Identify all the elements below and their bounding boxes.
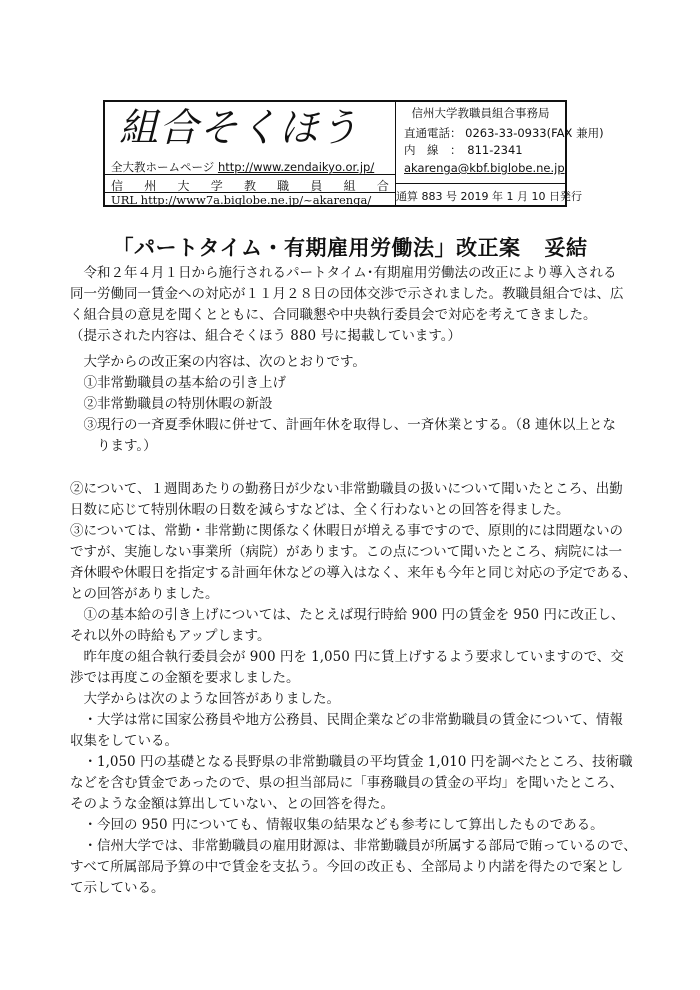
email-link[interactable]: akarenga@kbf.biglobe.ne.jp [404,161,565,175]
union-char: 信 [111,179,124,193]
text-line: それ以外の時給もアップします。 [70,628,271,644]
headline-tail: 妥結 [544,236,588,260]
text-line: ・大学は常に国家公務員や地方公務員、民間企業などの非常勤職員の賃金について、情報 [70,712,623,728]
paragraph-wage-discussion [70,605,650,899]
issue-info: 通算 883 号 2019 年 1 月 10 日発行 [396,190,582,203]
text-line: 渉では再度この金額を要求しました。 [70,670,300,686]
url-line [111,193,371,207]
text-line: （提示された内容は、組合そくほう 880 号に掲載しています。） [70,328,462,344]
union-char: 学 [210,179,223,193]
text-line: ですが、実施しない事業所（病院）があります。この点について聞いたところ、病院には一 [70,544,623,560]
list-item: ります。） [70,438,157,454]
text-line: 大学からの改正案の内容は、次のとおりです。 [70,354,366,370]
text-line: ①の基本給の引き上げについては、たとえば現行時給 900 円の賃金を 950 円に改正し、 [70,607,625,623]
union-char: 組 [343,179,356,193]
text-line: ・今回の 950 円についても、情報収集の結果なども参考にして算出したものである。 [70,817,604,833]
list-item: ②非常勤職員の特別休暇の新設 [70,396,273,412]
homepage-link[interactable]: http://www.zendaikyo.or.jp/ [217,160,375,174]
union-char: 員 [310,179,323,193]
text-line: すべて所属部局予算の中で賃金を支払う。今回の改正も、全部局より内諾を得たので案とし [70,859,624,875]
text-line: て示している。 [70,880,165,896]
text-line: 斉休暇や休暇日を指定する計画年休などの導入はなく、来年も今年と同じ対応の予定である、 [70,565,637,581]
paragraph-leave-discussion [70,479,650,605]
masthead-right [396,102,604,205]
headline-main: 「パートタイム・有期雇用労働法」改正案 [112,236,521,260]
union-char: 大 [177,179,190,193]
masthead-left [105,102,396,205]
url-label: URL [111,193,137,207]
masthead-box [103,100,604,207]
phone-number: 直通電話： 0263-33-0933(FAX 兼用) [404,126,604,140]
text-line: 同一労働同一賃金への対応が１１月２８日の団体交渉で示されました。教職員組合では、広 [70,286,624,302]
union-char: 職 [277,179,290,193]
paragraph-intro [70,263,650,347]
list-item: ①非常勤職員の基本給の引き上げ [70,375,286,391]
homepage-label: 全大教ホームページ [111,160,215,174]
union-char: 教 [243,179,256,193]
homepage-line [111,159,374,175]
masthead-rule [105,174,395,175]
text-line: などを含む賃金であったので、県の担当部局に「事務職員の賃金の平均」を聞いたところ、 [70,775,624,791]
text-line: 大学からは次のような回答がありました。 [70,691,340,707]
text-line: ③については、常勤・非常勤に関係なく休暇日が増える事ですので、原則的には問題ないの [70,523,623,539]
text-line: 令和２年４月１日から施行されるパートタイム･有期雇用労働法の改正により導入される [70,265,617,281]
text-line: ・信州大学では、非常勤職員の雇用財源は、非常勤職員が所属する部局で賄っているので、 [70,838,637,854]
union-char: 州 [144,179,157,193]
text-line: そのような金額は算出していない、との回答を得た。 [70,796,394,812]
text-line: 収集をしている。 [70,733,178,749]
paragraph-proposal-list [70,352,650,457]
union-site-link[interactable]: http://www7a.biglobe.ne.jp/~akarenga/ [140,193,372,207]
text-line: 日数に応じて特別休暇の日数を減らすなどは、全く行わないとの回答を得ました。 [70,502,570,518]
masthead-divider [396,183,565,184]
list-item: ③現行の一斉夏季休暇に併せて、計画年休を取得し、一斉休業とする。（8 連休以上とな [70,417,616,433]
text-line: ②について、１週間あたりの勤務日が少ない非常勤職員の扱いについて聞いたところ、出勤 [70,481,623,497]
text-line: く組合員の意見を聞くとともに、合同職懇や中央執行委員会で対応を考えてきました。 [70,307,597,323]
article-headline [0,232,700,262]
union-char: 合 [376,179,389,193]
office-name: 信州大学教職員組合事務局 [411,106,550,120]
text-line: との回答がありました。 [70,586,219,602]
newsletter-title: 組合そくほう [119,106,360,151]
text-line: 昨年度の組合執行委員会が 900 円を 1,050 円に賃上げするよう要求していますので、交 [70,649,624,665]
text-line: ・1,050 円の基礎となる長野県の非常勤職員の平均賃金 1,010 円を調べたところ、技術職 [70,754,633,770]
extension-number: 内 線 ： 811-2341 [404,143,523,157]
